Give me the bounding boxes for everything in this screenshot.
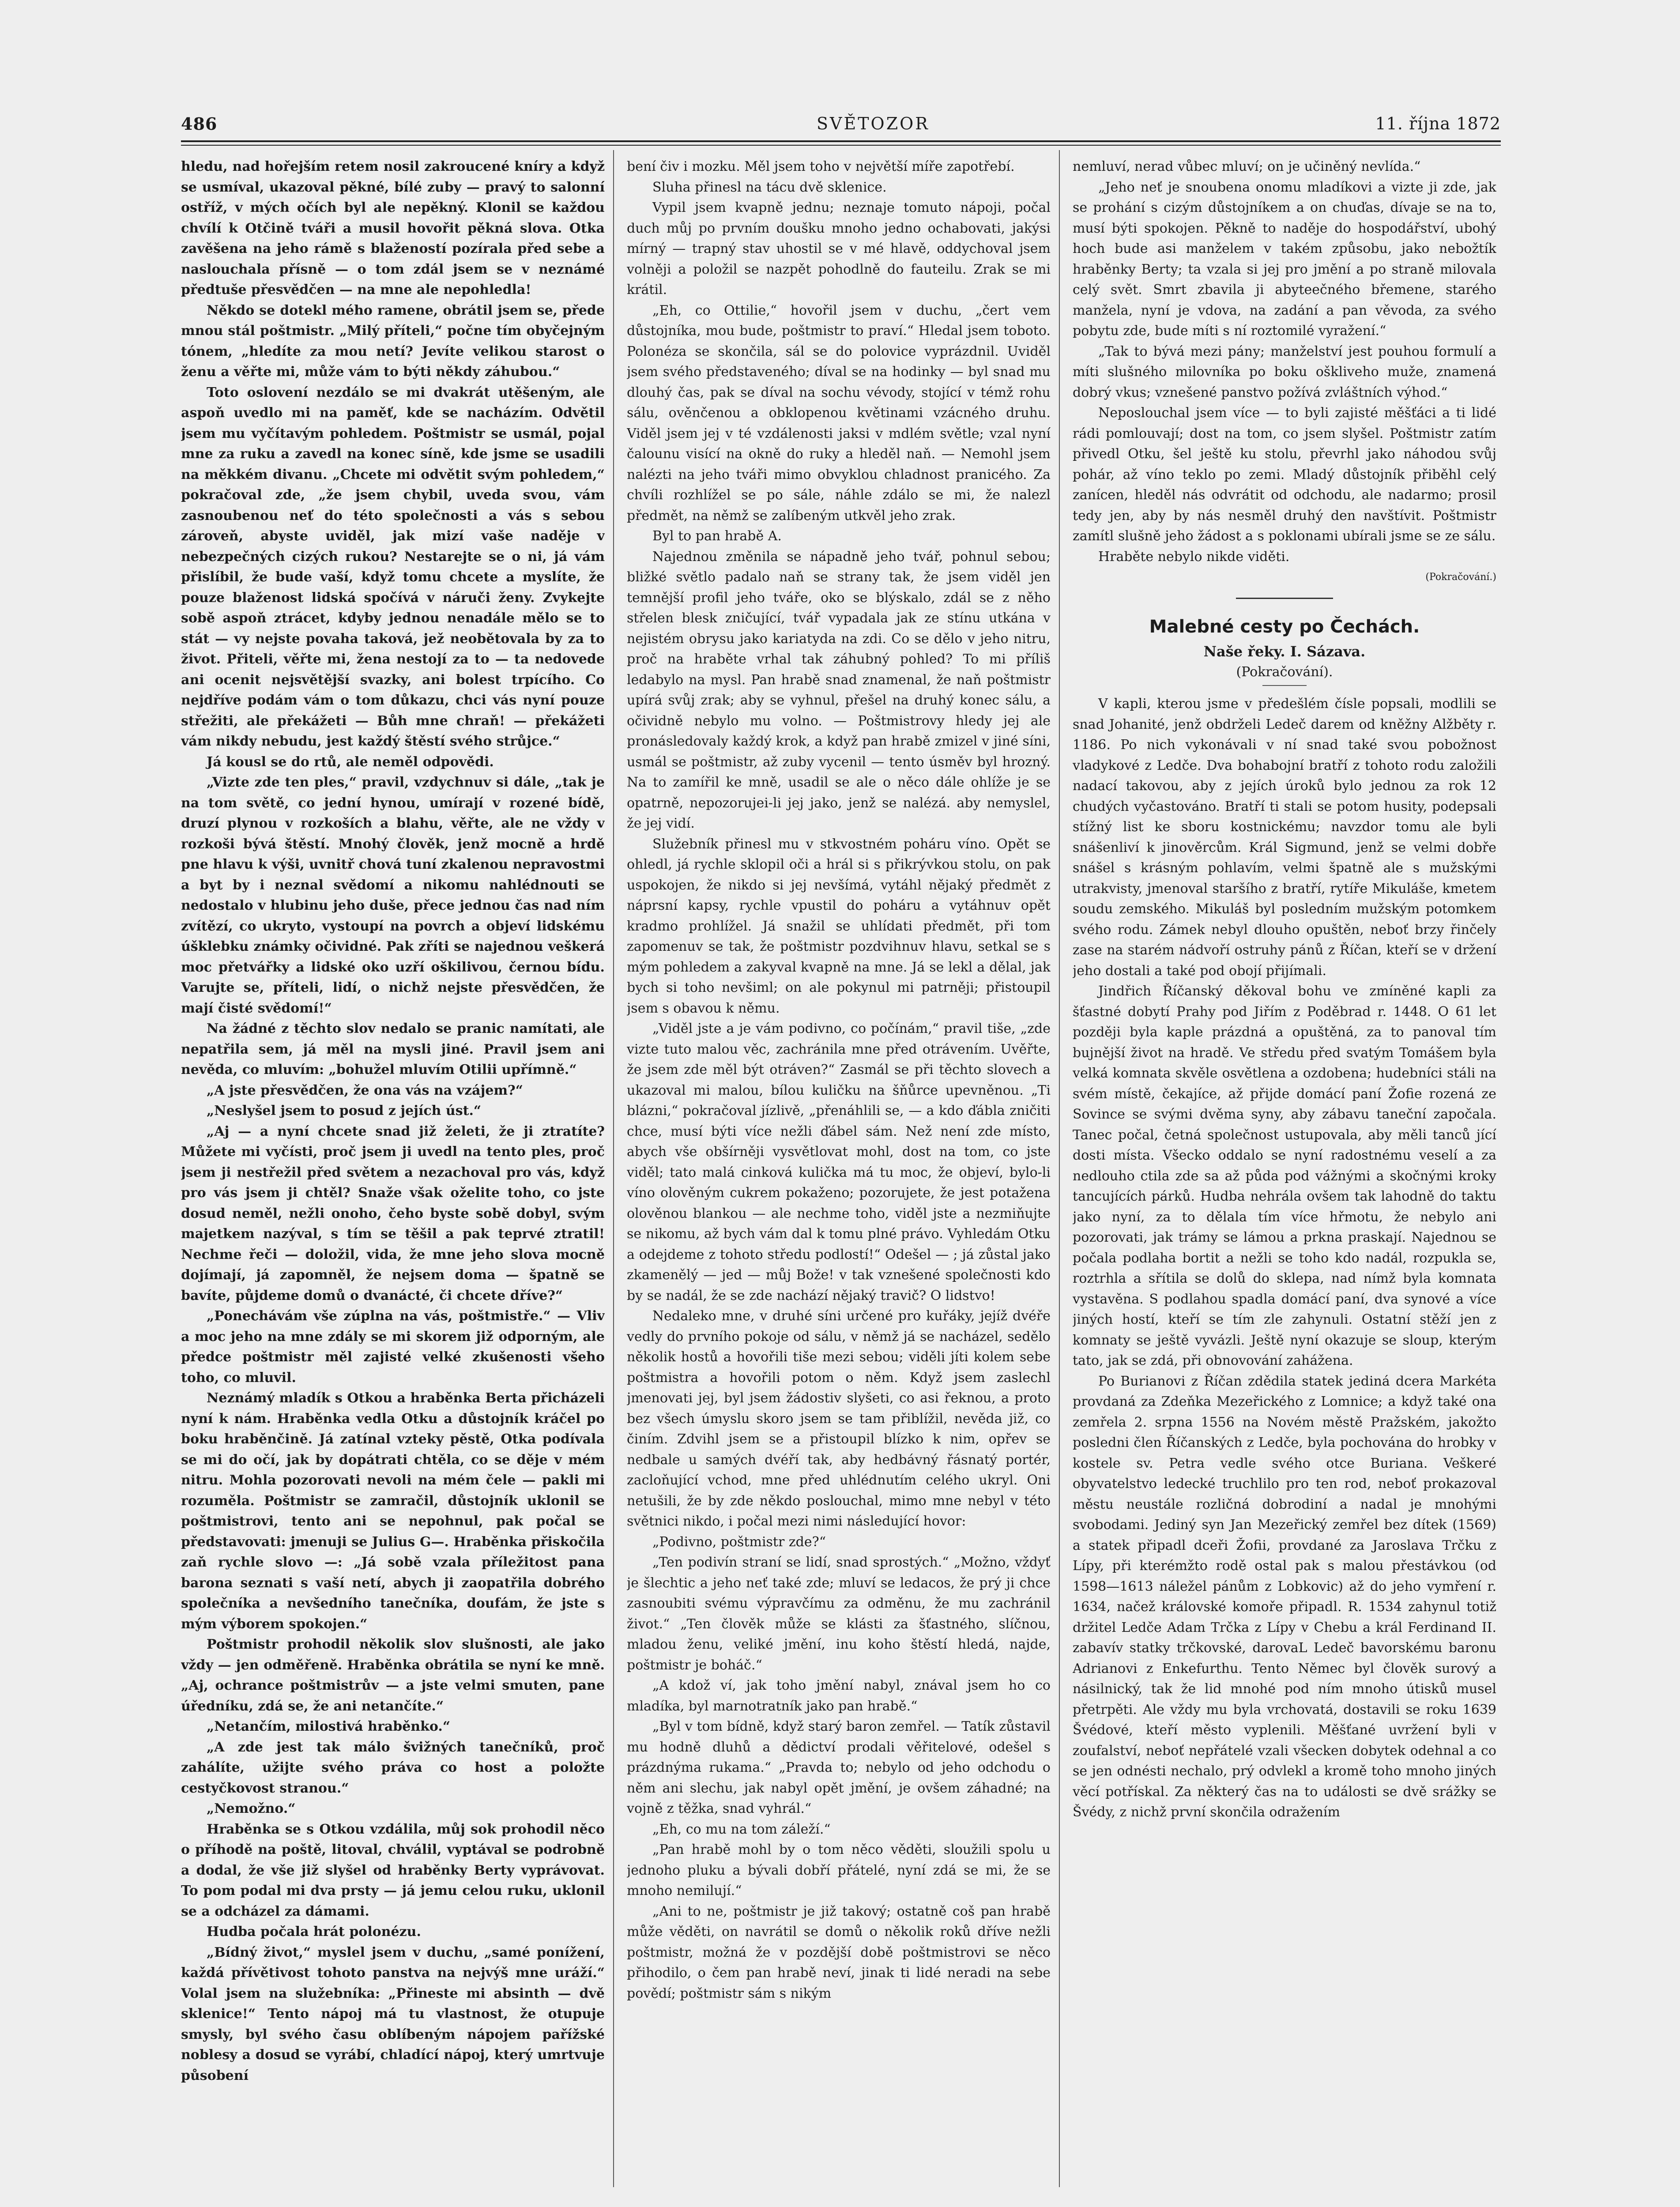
page-number: 486 <box>181 114 218 134</box>
paragraph: „Nemožno.“ <box>207 1801 296 1816</box>
paragraph: „Viděl jste a je vám podivno, co počínám,“ pravil tiše, „zde vizte tuto malou věc, zachránila mne před otrávením. Uvěřte, že jsem zde měl být otráven?“ Zasmál se při těchto slovech a ukazoval mi malou, bílou kuličku na šňůrce upevněnou. „Ti blázni,“ pokračoval jízlivě, „přenáhlili se, — a kdo ďábla zničiti chce, musí býti více nežli ďábel sám. Než není zde místo, abych vše obšírněji vysvětlovat mohl, dost na tom, co jste viděl; tato malá cinková kulička má tu moc, že objeví, bylo-li víno olověným cukrem pokaženo; pozorujete, že jest potažena olověnou blankou — ale nechme toho, viděl jste a nezmiňujte se nikomu, až bych vám dal k tomu plné právo. Vyhledám Otku a odejdeme z tohoto středu podlostí!“ Odešel — ; já zůstal jako zkamenělý — jed — můj Bože! v tak vznešené společnosti kdo by se nadál, že se zde nachází nějaký travič? O lidstvo! <box>627 1021 1051 1303</box>
paragraph: „A zde jest tak málo švižných tanečníků, proč zahálíte, užijte svého práva co host a položte cestyčkovost stranou.“ <box>181 1739 605 1796</box>
page-header <box>181 114 1501 140</box>
paragraph: Neposlouchal jsem více — to byli zajisté měšťáci a ti lidé rádi pomlouvají; dost na tom, co jsem slyšel. Poštmistr zatím přivedl Otku, šel ještě ku stolu, převrhl jako náhodou svůj pohár, až víno teklo po zemi. Mladý důstojník přiběhl celý zanícen, hleděl nás odvrátit od odchodu, ale nadarmo; prosil tedy jen, aby by nás nesměl druhý den navštívit. Poštmistr zamítl slušně jeho žádost a s poklonami ubírali jsme se ze sálu. <box>1073 405 1496 544</box>
paragraph: bení čiv i mozku. Měl jsem toho v největší míře zapotřebí. <box>627 159 1015 174</box>
paragraph: Hraběte nebylo nikde viděti. <box>1098 549 1290 565</box>
article-title: Malebné cesty po Čechách. <box>1149 616 1420 637</box>
paragraph: „A jste přesvědčen, že ona vás na vzájem?“ <box>207 1082 524 1098</box>
paragraph: Hudba počala hrát polonézu. <box>207 1924 421 1940</box>
column-2 <box>627 157 1051 2187</box>
paragraph: Nedaleko mne, v druhé síni určené pro kuřáky, jejíž dvéře vedly do prvního pokoje od sálu, v němž já se nacházel, sedělo několik hostů a hovořili tiše mezi sebou; viděli jíti kolem sebe poštmistra a hovořili potom o něm. Když jsem zaslechl jmenovati jej, byl jsem žádostiv slyšeti, co asi řeknou, a proto bez všech úmyslu skoro jsem se tam přiblížil, nevěda již, co činím. Zdvihl jsem se a přistoupil blízko k nim, opřev se nedbale u samých dvéří tak, aby hedbávný řásnatý portér, zacloňující vchod, mne před uhlédnutím celého ukryl. Oni netušili, že by zde někdo poslouchal, mimo mne nebyl v této světnici nikdo, i počal mezi nimi následující hovor: <box>627 1308 1051 1529</box>
column-1 <box>181 157 605 2187</box>
paragraph: Služebník přinesl mu v stkvostném poháru víno. Opět se ohledl, já rychle sklopil oči a hrál si s přikrývkou stolu, on pak uspokojen, že nikdo si jej nevšímá, vytáhl nějaký předmět z náprsní kapsy, rychle vpustil do poháru a vytáhnuv opět kradmo prohlížel. Já snažil se uhlídati předmět, při tom zapomenuv se tak, že poštmistr pozdvihnuv hlavu, setkal se s mým pohledem a zakyval kvapně na mne. Já se lekl a dělal, jak bych si toho nevšiml; on ale pokynul mi patrněji; přistoupil jsem s obavou k němu. <box>627 836 1051 1016</box>
paragraph: „Bídný život,“ myslel jsem v duchu, „samé ponížení, každá přívětivost tohoto panstva na nejvýš mne uráží.“ Volal jsem na služebníka: „Přineste mi absinth — dvě sklenice!“ Tento nápoj má tu vlastnost, že otupuje smysly, byl svého času oblíbeným nápojem pařížské noblesy a dosud se vyrábí, chladící nápoj, který umrtvuje působení <box>181 1944 605 2083</box>
journal-title: SVĚTOZOR <box>817 114 930 133</box>
paragraph: „Tak to bývá mezi pány; manželství jest pouhou formulí a míti slušného milovníka po boku oškliveho muže, znamená dobrý vkus; vznešené panstvo požívá zvláštních výhod.“ <box>1073 343 1496 400</box>
column-3 <box>1073 157 1496 2187</box>
paragraph: Jindřich Říčanský děkoval bohu ve zmíněné kapli za šťastné dobytí Prahy pod Jiřím z Poděbrad r. 1448. O 61 let později byla kaple prázdná a opuštěná, za to panoval tím bujnější život na hradě. Ve středu před svatým Tomášem byla velká komnata skvěle osvětlena a ozdobena; hudebníci stáli na svém místě, čekajíce, až přijde domácí paní Žofie rozená ze Sovince se svými dvěma syny, aby zábavu taneční započala. Tanec počal, četná společnost ustupovala, aby měli tanců jící dosti místa. Všecko oddalo se nyní radostnému veselí a za nedlouho ctila zde sa až půda pod vážnými a skočnými kroky tancujících párků. Hudba nehrála ovšem tak lahodně do taktu jako nyní, za to dělala tím více hřmotu, že nebylo ani pozorovati, jak trámy se lámou a prkna praskají. Najednou se počala podlaha bortit a nežli se toho kdo nadál, rozpukla se, roztrhla a sřítila se dolů do sklepa, nad nímž byla komnata vystavěna. S podlahou spadla domácí paní, dva synové a více jiných hostí, kteří se tím zle zahynuli. Ostatní stěží jen z komnaty se ještě vyvázli. Ještě nyní okazuje se sloup, kterým tato, jak se zdá, při obnovování zahážena. <box>1073 983 1496 1368</box>
paragraph: „Pan hrabě mohl by o tom něco věděti, sloužili spolu u jednoho pluku a bývali dobří přátelé, nyní zdá se mi, že se mnoho nemilují.“ <box>627 1842 1051 1898</box>
article-continuation: (Pokračování). <box>1236 664 1333 680</box>
article-rule <box>1262 685 1307 686</box>
paragraph: „Eh, co Ottilie,“ hovořil jsem v duchu, „čert vem důstojníka, mou bude, poštmistr to praví.“ Hledal jsem toboto. Polonéza se skončila, sál se do polovice vyprázdnil. Uviděl jsem svého představeného; díval se na hodinky — byl snad mu dlouhý čas, pak se díval na sochu vévody, stojící v témž rohu sálu, ověnčenou a obklopenou květinami vzácného druhu. Viděl jsem jej v té vzdálenosti jaksi v mdlém světle; vzal nyní čalounu visící na okně do ruky a hleděl naň. — Nemohl jsem nalézti na jeho tváři mimo obvyklou chladnost pranicého. Za chvíli rozhlížel se po sále, náhle zdálo se mi, že nalezl předmět, na němž se zalíbeným utkvěl jeho zrak. <box>627 302 1051 524</box>
paragraph: Vypil jsem kvapně jednu; neznaje tomuto nápoji, počal duch můj po prvním doušku mnoho jedno ochabovati, jakýsi mírný — trapný stav uhostil se v mé hlavě, oddychoval jsem volněji a položil se nazpět pohodlně do fauteilu. Zrak se mi krátil. <box>627 200 1051 298</box>
continued-note: (Pokračování.) <box>1425 572 1496 583</box>
paragraph: Po Burianovi z Říčan zdědila statek jediná dcera Markéta provdaná za Zdeňka Mezeřického z Lomnice; a když také ona zemřela 2. srpna 1556 na Novém městě Pražském, jakožto posledni člen Říčanských z Ledče, byla pochována do hrobky v kostele sv. Petra vedle svého otce Buriana. Veškeré obyvatelstvo ledecké truchlilo pro ten rod, neboť prokazoval městu neustále rozličná dobrodiní a nadal je mnohými svobodami. Jediný syn Jan Mezeřický zemřel bez dítek (1569) a statek připadl dceři Žofii, provdané za Jaroslava Trčku z Lípy, při kterémžto rodě ostal pak s malou přestávkou (od 1598—1613 náležel pánům z Lobkovic) až do jeho vymření r. 1634, načež královské komoře připadl. R. 1534 zahynul totiž držitel Ledče Adam Trčka z Lípy v Chebu a král Ferdinand II. zabavív statky trčkovské, darovaL Ledeč bavorskému baronu Adrianovi z Enkefurthu. Tento Němec byl člověk surový a násilnický, tak že lid mnohé pod ním mnoho útisků musel přetrpěti. Ale vždy mu byla vrchovatá, dostavili se roku 1639 Švédové, kteří město vyplenili. Měšťané uvržení byli v zoufalství, neboť nepřátelé vzali všecken dobytek odehnal a co se jen odnésti nechalo, prý odvlekl a kromě toho mnoho jiných věcí potřískal. Za některý čas na to události se dvě srážky se Švédy, z nichž první skončila odražením <box>1073 1373 1496 1820</box>
paragraph: „Neslyšel jsem to posud z jejích úst.“ <box>207 1103 482 1119</box>
paragraph: „Netančím, milostivá hraběnko.“ <box>207 1719 451 1734</box>
paragraph: „Ani to ne, poštmistr je již takový; ostatně coš pan hrabě může věděti, on navrátil se domů o několik roků dříve nežli poštmistr, možná že v pozdější době poštmistrovi se něco přihodilo, o čem pan hrabě neví, jinak ti lidé neradi na sebe povědí; poštmistr sám s nikým <box>627 1903 1051 2001</box>
paragraph: Toto oslovení nezdálo se mi dvakrát utěšeným, ale aspoň uvedlo mi na paměť, kde se nacházím. Odvětil jsem mu vyčítavým pohledem. Poštmistr se usmál, pojal mne za ruku a zavedl na konec síně, kde jsme se usadili na měkkém divanu. „Chcete mi odvětit svým pohledem,“ pokračoval zde, „že jsem chybil, uveda svou, vám zasnoubenou neť do této společnosti a vás s sebou zároveň, abyste uviděl, jak mizí vaše naděje v nebezpečných cizých rukou? Nestarejte se o ni, já vám přislíbil, že bude vaší, když tomu chcete a myslíte, že pouze blaženost lidská spočívá v náruči ženy. Zvykejte sobě aspoň ztrácet, kdyby jednou nenadále mělo se to stát — vy nejste povaha taková, jež neobětovala by za to život. Přiteli, věřte mi, žena nestojí za to — ta nedovede ani ocenit nejsvětější svazky, ani bolest trpícího. Co nejdříve podám vám o tom důkazu, chci vás nyní pouze střežiti, ale překážeti — Bůh mne chraň! — překážeti vám nikdy nebudu, jest každý štěstí svého strůjce.“ <box>181 384 605 749</box>
paragraph: Najednou změnila se nápadně jeho tvář, pohnul sebou; bližké světlo padalo naň se strany tak, že jsem viděl jen temnější profil jeho tváře, oko se blýskalo, zdál se z něho střelen blesk zničující, tvář vypadala jak ze stínu utkána v nejistém obrysu jako kariatyda na zdi. Co se dělo v jeho nitru, proč na hraběte vrhal tak záhubný pohled? To mi příliš ledabylo na mysl. Pan hrabě snad znamenal, že naň poštmistr upírá svůj zrak; aby se vyhnul, přešel na druhý konec sálu, a očividně nebylo mu volno. — Poštmistrovy hledy jej ale pronásledovaly každý krok, a když pan hrabě zmizel v jiné síni, usmál se poštmistr, až zuby vycenil — tento úsměv byl hrozný. Na to zamířil ke mně, usadil se ale o něco dále ohlíže je se opatrně, nepozorujei-li jej jako, jenž se nalézá. aby nemyslel, že jej vidí. <box>627 549 1051 831</box>
paragraph: Na žádné z těchto slov nedalo se pranic namítati, ale nepatřila sem, já měl na mysli jiné. Pravil jsem ani nevěda, co mluvím: „bohužel mluvím Otilii upřímně.“ <box>181 1021 605 1077</box>
article-separator <box>1236 598 1333 599</box>
paragraph: Já kousl se do rtů, ale neměl odpovědi. <box>207 754 494 770</box>
paragraph: „Aj — a nyní chcete snad již želeti, že ji ztratíte? Můžete mi vyčísti, proč jsem ji uvedl na tento ples, proč jsem ji nestřežil před světem a nezachoval pro vás, když pro vás jsem ji chtěl? Snaže však oželite toho, co jste dosud neměl, nežli onoho, čeho byste sobě dobyl, svým majetkem nazýval, s tím se těšil a pak teprvé ztratil! Nechme řeči — doložil, vida, že mne jeho slova mocně dojímají, já zapomněl, že nejsem doma — špatně se bavíte, půjdeme domů o dvanácté, či chcete dříve?“ <box>181 1123 605 1303</box>
article-subtitle: Naše řeky. I. Sázava. <box>1203 643 1366 660</box>
paragraph: Hraběnka se s Otkou vzdálila, můj sok prohodil něco o příhodě na poště, litoval, chválil, vyptával se podrobně a dodal, že vše již slyšel od hraběnky Berty vyprávovat. To pom podal mi dva prsty — já jemu celou ruku, uklonil se a odcházel za dámami. <box>181 1821 605 1919</box>
column-divider <box>613 150 614 2187</box>
paragraph: V kapli, kterou jsme v předešlém čísle popsali, modlili se snad Johanité, jenž obdrželi Ledeč darem od kněžny Alžběty r. 1186. Po nich vykonávali v ní snad také svou pobožnost vladykové z Ledče. Dva bohabojní bratří z tohoto rodu založili nadací takovou, aby z jejích úroků bylo jednou za rok 12 chudých vyčastováno. Bratří ti stali se potom husity, podepsali stížný list ke sboru kostnickému; navzdor tomu ale byli snášenliví k jinověrcům. Král Sigmund, jenž se velmi dobře snášel s krásným pohlavím, velmi špatně ale s mužskými utrakvisty, jmenoval staršího z bratří, rytíře Mikuláše, kmetem soudu zemského. Mikuláš byl posledním mužským potomkem svého rodu. Zámek nebyl dlouho opuštěn, neboť brzy řinčely zase na starém nádvoří ostruhy pánů z Říčan, kteří se v držení jeho dostali a také pod obojí přijímali. <box>1073 696 1496 979</box>
paragraph: „Jeho neť je snoubena onomu mladíkovi a vizte ji zde, jak se prohání s cizým důstojníkem a on chuďas, dívaje se na to, musí býti spokojen. Pěkně to naděje do hospodářství, ubohý hoch bude asi manželem v takém způsobu, jako nebožtík hraběnky Berty; ta vzala si jej pro jmění a po straně milovala celý svět. Smrt zbavila ji abyteečného břemene, starého manžela, nyní je vdova, na zadání a pan věvoda, za svého pobytu zde, bude míti s ní roztomilé vyražení.“ <box>1073 179 1496 339</box>
paragraph: Byl to pan hrabě A. <box>652 528 782 544</box>
paragraph: „Ten podivín straní se lidí, snad sprostých.“ „Možno, vždyť je šlechtic a jeho neť také zde; mluví se ledacos, že prý ji chce zasnoubiti svému výpravčímu za odměnu, že mu zachránil život.“ „Ten člověk může se klásti za šťastného, slíčnou, mladou ženu, veliké jmění, inu koho štěstí hledá, najde, poštmistr je boháč.“ <box>627 1555 1051 1673</box>
paragraph: Neznámý mladík s Otkou a hraběnka Berta přicházeli nyní k nám. Hraběnka vedla Otku a důstojník kráčel po boku hraběnčině. Já zatínal vzteky pěstě, Otka podívala se mi do očí, jak by dopátrati chtěla, co se děje v mém nitru. Mohla pozorovati nevoli na mém čele — pakli mi rozuměla. Poštmistr se zamračil, důstojník uklonil se poštmistrovi, tento ani se nepohnul, pak počal se představovati: jmenuji se Julius G—. Hraběnka přiskočila zaň rychle slovo —: „Já sobě vzala příležitost pana barona seznati s vaší netí, abych ji zaopatřila dobrého společníka a nevšedního tanečníka, doufám, že jste s mým výborem spokojen.“ <box>181 1390 605 1632</box>
issue-date: 11. října 1872 <box>1375 114 1501 133</box>
paragraph: Sluha přinesl na tácu dvě sklenice. <box>652 179 887 195</box>
header-rule <box>181 140 1501 146</box>
paragraph: hledu, nad hořejším retem nosil zakroucené kníry a když se usmíval, ukazoval pěkné, bílé zuby — pravý to salonní ostříž, v mých očích byl ale nepěkný. Klonil se každou chvílí k Otčině tváři a musil hovořit pěkná slova. Otka zavěšena na jeho rámě s blažeností pozírala před sebe a naslouchala přísně — o tom zdál jsem se v neznámé předtuše přesvědčen — na mne ale nepohledla! <box>181 159 605 298</box>
paragraph: Poštmistr prohodil několik slov slušnosti, ale jako vždy — jen odměřeně. Hraběnka obrátila se nyní ke mně. „Aj, ochrance poštmistrův — a jste velmi smuten, pane úředníku, zdá se, že ani netančíte.“ <box>181 1637 605 1714</box>
paragraph: „A kdož ví, jak toho jmění nabyl, znával jsem ho co mladíka, byl marnotratník jako pan hrabě.“ <box>627 1678 1051 1714</box>
column-divider <box>1059 150 1060 2187</box>
paragraph: Někdo se dotekl mého ramene, obrátil jsem se, přede mnou stál poštmistr. „Milý příteli,“ počne tím obyčejným tónem, „hledíte za mou netí? Jevíte velikou starost o ženu a věřte mi, může vám to býti někdy záhubou.“ <box>181 302 605 380</box>
paragraph: „Byl v tom bídně, když starý baron zemřel. — Tatík zůstavil mu hodně dluhů a dědictví prodali věřitelové, odešel s prázdnýma rukama.“ „Pravda to; nebylo od jeho odchodu o něm ani slechu, jak nabyl opět jmění, je ovšem záhadné; na vojně z těžka, snad vyhrál.“ <box>627 1719 1051 1816</box>
paragraph: „Vizte zde ten ples,“ pravil, vzdychnuv si dále, „tak je na tom světě, co jední hynou, umírají v rozené bídě, druzí plynou v rozkoších a blahu, věřte, ale ne vždy v rozkoši bývá štěstí. Mnohý člověk, jenž mocně a hrdě pne hlavu k výši, uvnitř chová tuní zkalenou nepravostmi a byt by i neznal svědomí a nikomu nahlédnouti se nedostalo v hlubinu jeho duše, přece jednou čas nad ním zvítězí, co ukryto, vystoupí na povrch a objeví lidskému úšklebku známky očividné. Pak zříti se najednou veškerá moc přetvářky a lidské oko uzří oškilivou, černou bídu. Varujte se, příteli, lidí, o nichž nejste přesvědčen, že mají čisté svědomí!“ <box>181 775 605 1016</box>
paragraph: „Podivno, poštmistr zde?“ <box>652 1534 826 1550</box>
paragraph: „Eh, co mu na tom záleží.“ <box>652 1821 831 1837</box>
paragraph: „Ponechávám vše zúplna na vás, poštmistře.“ — Vliv a moc jeho na mne zdály se mi skorem již odporným, ale předce poštmistr měl zajisté velké zkušenosti všeho toho, co mluvil. <box>181 1308 605 1386</box>
paragraph: nemluví, nerad vůbec mluví; on je učiněný nevlídа.“ <box>1073 159 1421 174</box>
